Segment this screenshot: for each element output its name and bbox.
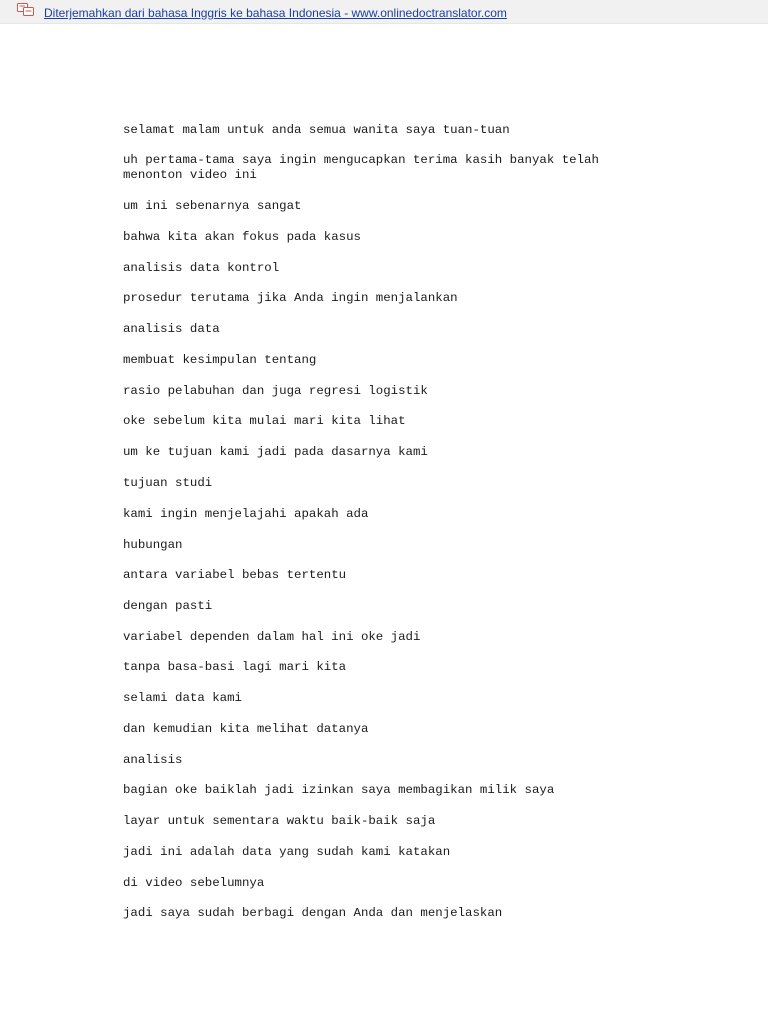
document-line-4: bahwa kita akan fokus pada kasus <box>123 230 361 244</box>
translator-link[interactable]: Diterjemahkan dari bahasa Inggris ke bahasa Indonesia - www.onlinedoctranslator.com <box>44 6 507 20</box>
document-line-23: layar untuk sementara waktu baik-baik saja <box>123 814 436 828</box>
document-line-16: dengan pasti <box>123 599 213 613</box>
document-line-19: selami data kami <box>123 691 242 705</box>
document-line-7: analisis data <box>123 322 220 336</box>
document-line-11: um ke tujuan kami jadi pada dasarnya kami <box>123 445 428 459</box>
document-line-20: dan kemudian kita melihat datanya <box>123 722 369 736</box>
document-line-6: prosedur terutama jika Anda ingin menjalankan <box>123 291 458 305</box>
translation-banner <box>0 0 768 24</box>
document-line-25: di video sebelumnya <box>123 876 265 890</box>
document-line-13: kami ingin menjelajahi apakah ada <box>123 507 369 521</box>
document-line-12: tujuan studi <box>123 476 213 490</box>
document-line-17: variabel dependen dalam hal ini oke jadi <box>123 630 421 644</box>
document-line-8: membuat kesimpulan tentang <box>123 353 317 367</box>
document-line-22: bagian oke baiklah jadi izinkan saya membagikan milik saya <box>123 783 555 797</box>
document-line-1: selamat malam untuk anda semua wanita saya tuan-tuan <box>123 123 510 137</box>
document-line-14: hubungan <box>123 538 183 552</box>
document-page <box>0 24 768 1024</box>
document-line-15: antara variabel bebas tertentu <box>123 568 347 582</box>
document-line-2: uh pertama-tama saya ingin mengucapkan terima kasih banyak telah menonton video ini <box>123 153 599 183</box>
document-line-18: tanpa basa-basi lagi mari kita <box>123 660 347 674</box>
translate-icon <box>17 3 35 17</box>
document-line-10: oke sebelum kita mulai mari kita lihat <box>123 414 406 428</box>
document-line-24: jadi ini adalah data yang sudah kami katakan <box>123 845 451 859</box>
document-line-3: um ini sebenarnya sangat <box>123 199 302 213</box>
document-line-26: jadi saya sudah berbagi dengan Anda dan menjelaskan <box>123 906 503 920</box>
document-line-9: rasio pelabuhan dan juga regresi logistik <box>123 384 428 398</box>
document-line-5: analisis data kontrol <box>123 261 280 275</box>
document-line-21: analisis <box>123 753 183 767</box>
